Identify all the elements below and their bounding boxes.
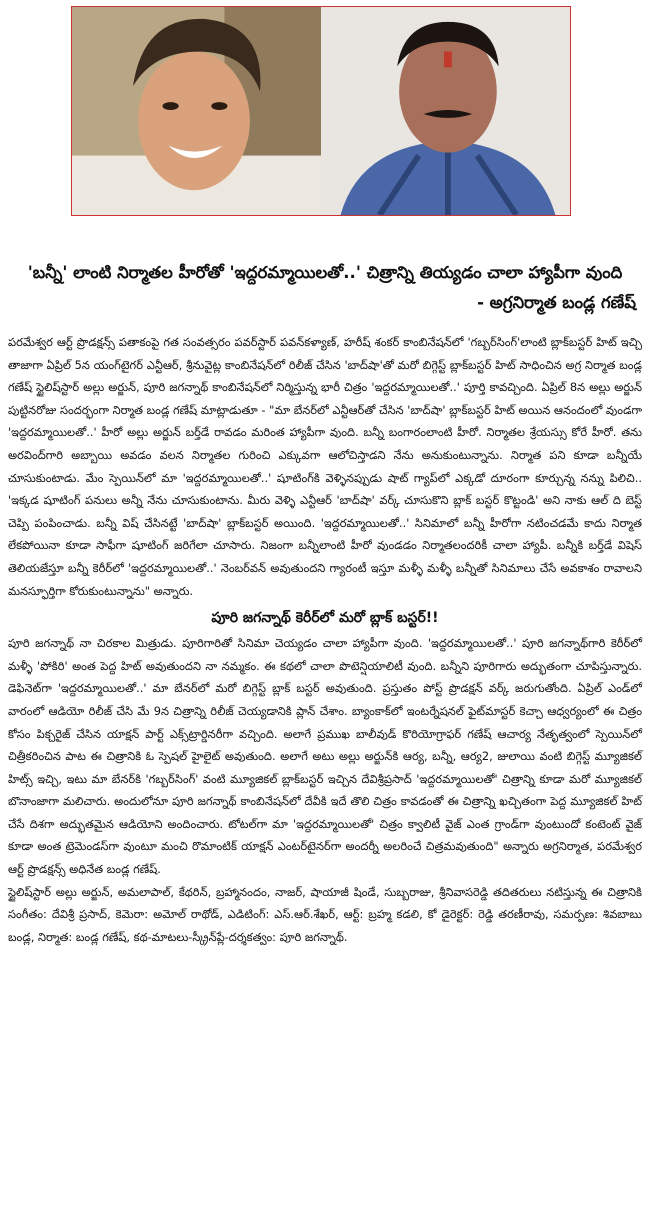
headline-line: 'బన్నీ' లాంటి నిర్మాతల హీరోతో 'ఇద్దరమ్మాయిలతో..' చిత్రాన్ని తియ్యడం చాలా హ్యాపీగా వుంది: [27, 263, 623, 282]
article-body: [8, 331, 642, 948]
producer-photo: [321, 7, 570, 215]
article-subheading: పూరి జగన్నాథ్ కెరీర్‌లో మరో బ్లాక్ బస్టర్!!: [211, 610, 439, 627]
headline: [8, 258, 642, 318]
article-paragraph: పరమేశ్వర ఆర్ట్ ప్రొడక్షన్స్ పతాకంపై గత సంవత్సరం పవర్‌స్టార్ పవన్‌కళ్యాణ్, హరీష్ శంకర్ కాంబినేషన్‌లో 'గబ్బర్‌సింగ్'లాంటి బ్లాక్‌బస్టర్ హిట్ ఇచ్చి తాజాగా ఏప్రిల్ 5న యంగ్‌టైగర్ ఎన్టీఆర్, శ్రీనువైట్ల కాంబినేషన్‌లో రిలీజ్ చేసిన 'బాద్‌షా'తో మరో బిగ్గెస్ట్ బ్లాక్‌బస్టర్ హిట్ సాధించిన అగ్ర నిర్మాత బండ్ల గణేష్ స్టైలిష్‌స్టార్ అల్లు అర్జున్, పూరి జగన్నాథ్ కాంబినేషన్‌లో నిర్మిస్తున్న భారీ చిత్రం 'ఇద్దరమ్మాయిలతో..' పూర్తి కావచ్చింది. ఏప్రిల్ 8న అల్లు అర్జున్ పుట్టినరోజు సందర్భంగా నిర్మాత బండ్ల గణేష్ మాట్లాడుతూ - "మా బేనర్‌లో ఎన్టీఆర్‌తో చేసిన 'బాద్‌షా' బ్లాక్‌బస్టర్ హిట్ అయిన ఆనందంలో వుండగా 'ఇద్దరమ్మాయిలతో..' హీరో అల్లు అర్జున్ బర్త్‌డే రావడం మరింత హ్యాపీగా వుంది. బన్నీ బంగారంలాంటి హీరో. నిర్మాతల శ్రేయస్సు కోరే హీరో. తను అరవింద్‌గారి అబ్బాయి అవడం వలన నిర్మాతల గురించి ఎక్కువగా ఆలోచిస్తాడని నేను అనుకుంటున్నాను. నిర్మాత పని కూడా బన్నీయే చూసుకుంటాడు. మేం స్పెయిన్‌లో మా 'ఇద్దరమ్మాయిలతో..' షూటింగ్‌కి వెళ్ళినప్పుడు షాట్ గ్యాప్‌లో ఎక్కడో దూరంగా కూర్చున్న నన్ను పిలిచి.. 'ఇక్కడ షూటింగ్ పనులు అన్నీ నేను చూసుకుంటాను. మీరు వెళ్ళి ఎన్టీఆర్ 'బాద్‌షా' వర్క్ చూసుకొని బ్లాక్ బస్టర్ కొట్టండి' అని నాకు ఆల్ ది బెస్ట్ చెప్పి పంపించాడు. బన్నీ విష్ చేసినట్టే 'బాద్‌షా' బ్లాక్‌బస్టర్ అయింది. 'ఇద్దరమ్మాయిలతో..' సినిమాలో బన్నీ హీరోగా నటించడమే కాదు నిర్మాత లేకపోయినా కూడా సాఫీగా షూటింగ్ జరిగేలా చూసారు. నిజంగా బన్నీలాంటి హీరో వుండడం నిర్మాతలందరికీ చాలా హ్యాపీ. బన్నీకి బర్త్‌డే విషెస్ తెలియజేస్తూ బన్నీ కెరీర్‌లో 'ఇద్దరమ్మాయిలతో..' నెంబర్‌వన్ అవుతుందని గ్యారంటీ ఇస్తూ మళ్ళీ మళ్ళీ బన్నీతో సినిమాలు చేసే అవకాశం రావాలని మనస్ఫూర్తిగా కోరుకుంటున్నాను" అన్నారు.: [8, 335, 642, 598]
headline-byline: - అగ్రనిర్మాత బండ్ల గణేష్: [477, 293, 636, 312]
article-paragraph: పూరి జగన్నాథ్ నా చిరకాల మిత్రుడు. పూరిగారితో సినిమా చెయ్యడం చాలా హ్యాపీగా వుంది. 'ఇద్దరమ్మాయిలతో..' పూరి జగన్నాథ్‌గారి కెరీర్‌లో మళ్ళీ 'పోకిరి' అంత పెద్ద హిట్ అవుతుందని నా నమ్మకం. ఈ కథలో చాలా పొటెన్షియాలిటీ వుంది. బన్నీని పూరిగారు అద్భుతంగా చూపిస్తున్నారు. డెఫినెట్‌గా 'ఇద్దరమ్మాయిలతో..' మా బేనర్‌లో మరో బిగ్గెస్ట్ బ్లాక్ బస్టర్ అవుతుంది. ప్రస్తుతం పోస్ట్ ప్రొడక్షన్ వర్క్ జరుగుతోంది. ఏప్రిల్ ఎండ్‌లో వారంలో ఆడియో రిలీజ్ చేసి మే 9న చిత్రాన్ని రిలీజ్ చెయ్యడానికి ప్లాన్ చేశాం. బ్యాంకాక్‌లో ఇంటర్నేషనల్ ఫైట్‌మాస్టర్ కెచ్చా ఆధ్వర్యంలో ఈ చిత్రం కోసం పిక్చరైజ్ చేసిన యాక్షన్ పార్ట్ ఎక్స్‌ట్రార్డినరీగా వచ్చింది. అలాగే ప్రముఖ బాలీవుడ్ కొరియోగ్రాఫర్ గణేష్ ఆచార్య నేతృత్వంలో స్పెయిన్‌లో చిత్రీకరించిన పాట ఈ చిత్రానికి ఓ స్పెషల్ హైలైట్ అవుతుంది. అలాగే అటు అల్లు అర్జున్‌కి ఆర్య, బన్నీ, ఆర్య2, జులాయి వంటి బిగ్గెస్ట్ మ్యూజికల్ హిట్స్ ఇచ్చి, ఇటు మా బేనర్‌కి 'గబ్బర్‌సింగ్' వంటి మ్యూజికల్ బ్లాక్‌బస్టర్ ఇచ్చిన దేవిశ్రీప్రసాద్ 'ఇద్దరమ్మాయిలతో' చిత్రాన్ని కూడా మరో మ్యూజికల్ బొనాంజాగా మలిచారు. అందులోనూ పూరి జగన్నాథ్ కాంబినేషన్‌లో దేవీకి ఇదే తొలి చిత్రం కావడంతో ఈ చిత్రాన్ని ఖచ్చితంగా పెద్ద మ్యూజికల్ హిట్ చేసే దిశగా అద్భుతమైన ఆడియోని అందించారు. టోటల్‌గా మా 'ఇద్దరమ్మాయిలతో' చిత్రం క్వాలిటీ వైజ్ ఎంత గ్రాండ్‌గా వుంటుందో కంటెంట్ వైజ్ కూడా అంత ట్రెమెండస్‌గా వుంటూ మంచి రొమాంటిక్ యాక్షన్ ఎంటర్‌టైనర్‌గా అందర్నీ అలరించే చిత్రమవుతుంది" అన్నారు అగ్రనిర్మాత, పరమేశ్వర ఆర్ట్ ప్రొడక్షన్స్ అధినేత బండ్ల గణేష్.: [8, 636, 642, 877]
header-photo-frame: [71, 6, 571, 216]
actor-photo: [72, 7, 321, 215]
article-paragraph: స్టైలిష్‌స్టార్ అల్లు అర్జున్, అమలాపాల్, కేథరిన్, బ్రహ్మానందం, నాజర్, షాయాజీ షిండే, సుబ్బరాజు, శ్రీనివాసరెడ్డి తదితరులు నటిస్తున్న ఈ చిత్రానికి సంగీతం: దేవిశ్రీ ప్రసాద్, కెమెరా: అమోల్ రాథోడ్, ఎడిటింగ్: ఎస్.ఆర్.శేఖర్, ఆర్ట్: బ్రహ్మ కడలి, కో డైరెక్టర్: రెడ్డి తరణీరావు, సమర్పణ: శివబాబు బండ్ల, నిర్మాత: బండ్ల గణేష్, కథ-మాటలు-స్క్రీన్‌ప్లే-దర్శకత్వం: పూరి జగన్నాథ్.: [8, 884, 642, 944]
